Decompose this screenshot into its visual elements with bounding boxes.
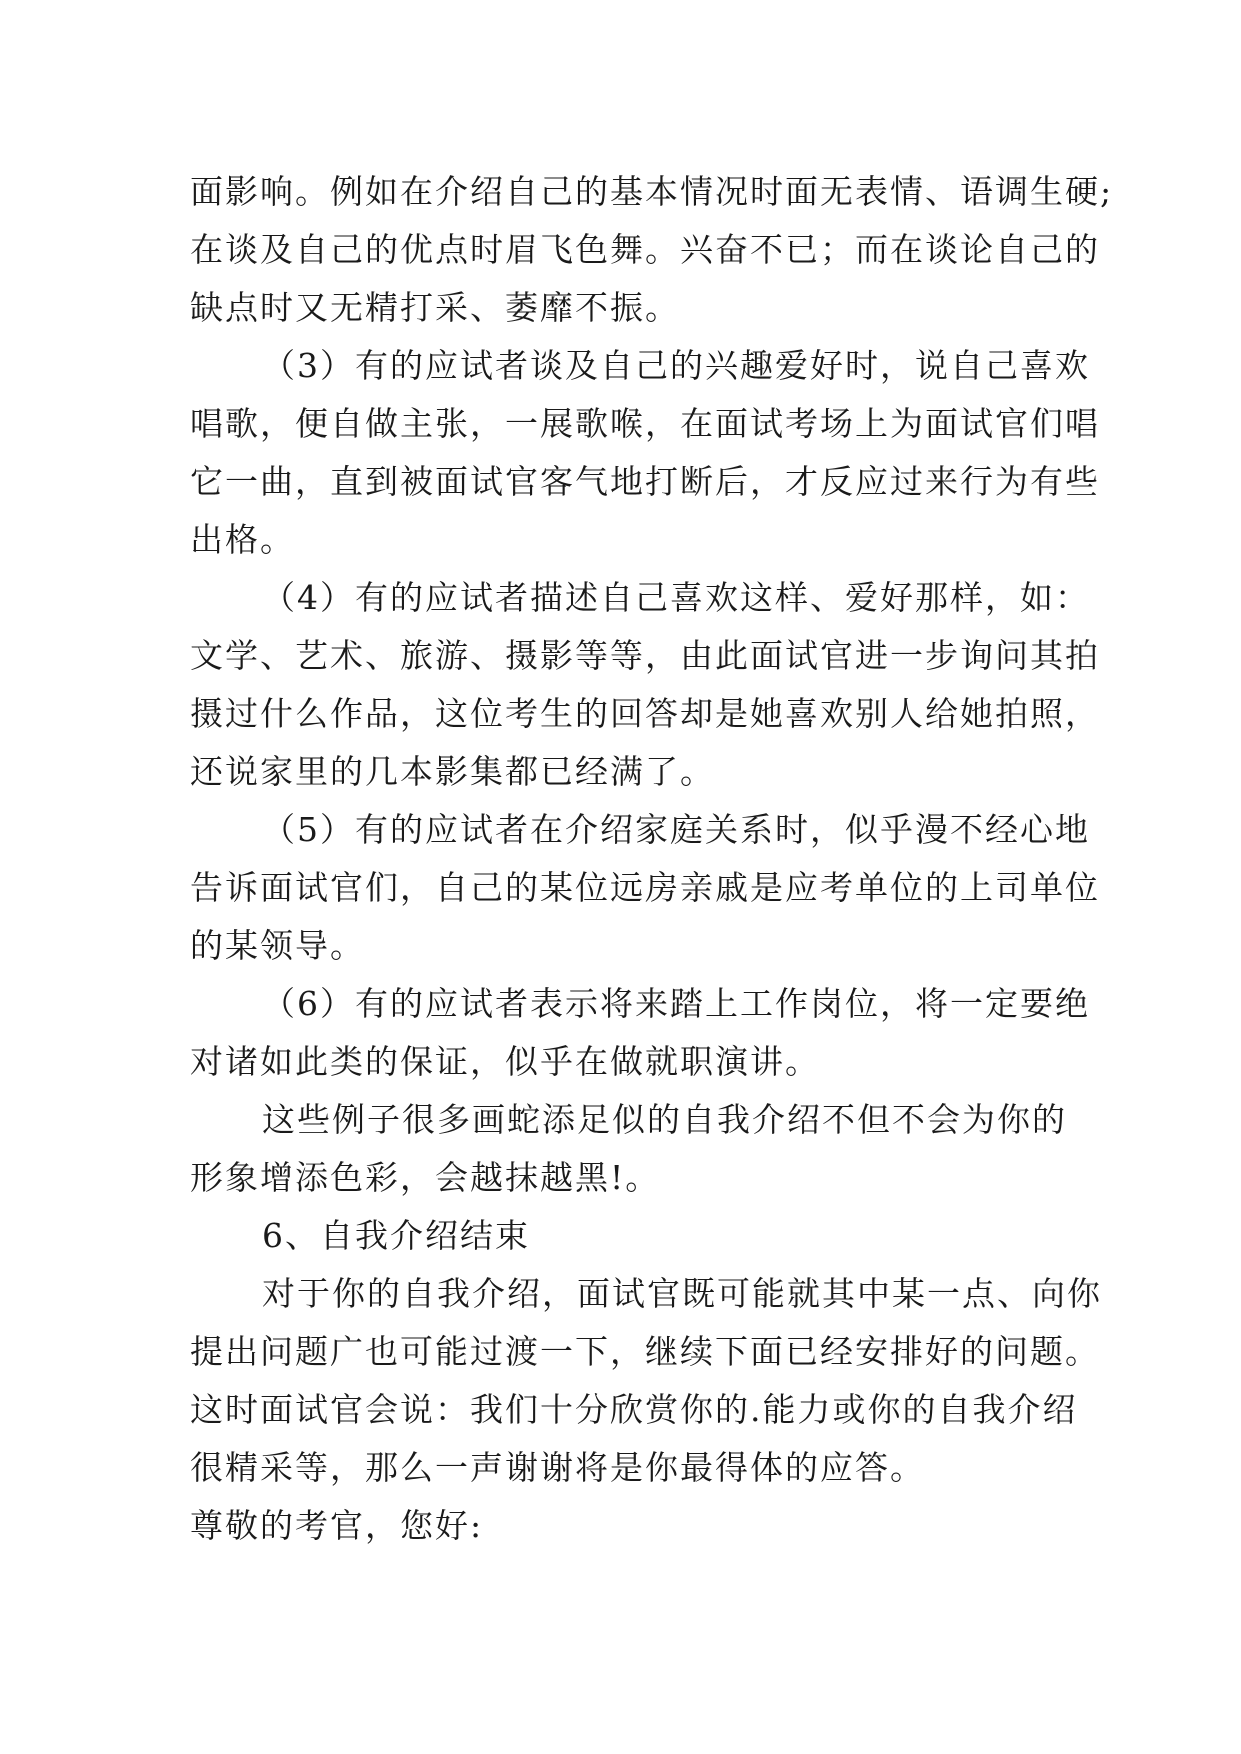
text-line: 在谈及自己的优点时眉飞色舞。兴奋不已；而在谈论自己的 <box>190 230 1100 269</box>
text-line: 很精采等，那么一声谢谢将是你最得体的应答。 <box>190 1448 925 1487</box>
text-line: 对诸如此类的保证，似乎在做就职演讲。 <box>190 1042 820 1081</box>
text-line: 对于你的自我介绍，面试官既可能就其中某一点、向你 <box>262 1274 1102 1313</box>
text-line: 面影响。例如在介绍自己的基本情况时面无表情、语调生硬; <box>190 172 1114 211</box>
text-line: 它一曲，直到被面试官客气地打断后，才反应过来行为有些 <box>190 462 1100 501</box>
text-line: （5）有的应试者在介绍家庭关系时，似乎漫不经心地 <box>262 810 1090 849</box>
text-line: 唱歌，便自做主张，一展歌喉，在面试考场上为面试官们唱 <box>190 404 1100 443</box>
text-line: 的某领导。 <box>190 926 365 965</box>
text-line: 这些例子很多画蛇添足似的自我介绍不但不会为你的 <box>262 1100 1067 1139</box>
salutation-line: 尊敬的考官，您好: <box>190 1506 484 1545</box>
text-line: 摄过什么作品，这位考生的回答却是她喜欢别人给她拍照， <box>190 694 1100 733</box>
text-line: 形象增添色彩，会越抹越黑!。 <box>190 1158 661 1197</box>
section-heading: 6、自我介绍结束 <box>262 1216 530 1255</box>
text-line: 告诉面试官们，自己的某位远房亲戚是应考单位的上司单位 <box>190 868 1100 907</box>
text-line: 文学、艺术、旅游、摄影等等，由此面试官进一步询问其拍 <box>190 636 1100 675</box>
text-line: （4）有的应试者描述自己喜欢这样、爱好那样，如： <box>262 578 1090 617</box>
text-line: （3）有的应试者谈及自己的兴趣爱好时，说自己喜欢 <box>262 346 1090 385</box>
text-line: 提出问题广也可能过渡一下，继续下面已经安排好的问题。 <box>190 1332 1100 1371</box>
text-line: （6）有的应试者表示将来踏上工作岗位，将一定要绝 <box>262 984 1090 1023</box>
text-line: 这时面试官会说：我们十分欣赏你的.能力或你的自我介绍 <box>190 1390 1078 1429</box>
text-line: 出格。 <box>190 520 295 559</box>
text-line: 缺点时又无精打采、萎靡不振。 <box>190 288 680 327</box>
text-line: 还说家里的几本影集都已经满了。 <box>190 752 715 791</box>
